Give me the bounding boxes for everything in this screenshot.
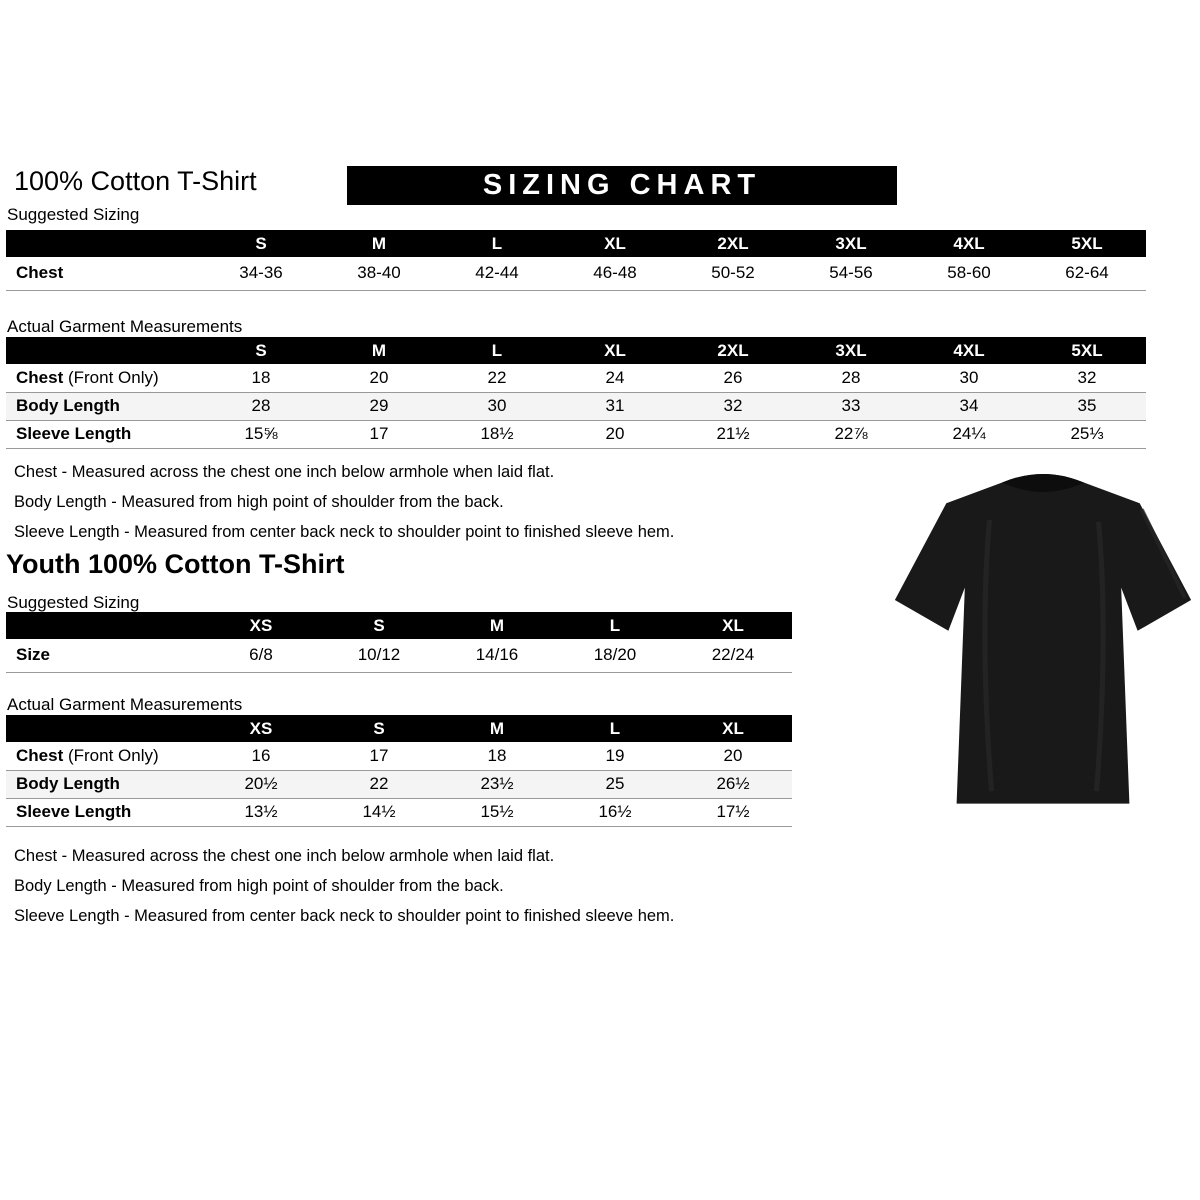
measurement-cell: 54-56 — [792, 257, 910, 290]
youth-actual-label: Actual Garment Measurements — [7, 695, 243, 714]
table-header-row — [6, 612, 792, 639]
measurement-cell: 20½ — [202, 770, 320, 798]
measurement-cell: 6/8 — [202, 639, 320, 672]
adult-notes — [14, 457, 674, 547]
row-label: Sleeve Length — [6, 798, 202, 826]
size-column-header-l: L — [438, 337, 556, 364]
size-column-header-2xl: 2XL — [674, 337, 792, 364]
measurement-cell: 18 — [202, 364, 320, 392]
measurement-cell: 25⅓ — [1028, 420, 1146, 448]
measurement-cell: 58-60 — [910, 257, 1028, 290]
row-label: Sleeve Length — [6, 420, 202, 448]
measurement-cell: 15½ — [438, 798, 556, 826]
note-line: Sleeve Length - Measured from center back neck to shoulder point to finished sleeve hem. — [14, 523, 675, 541]
size-column-header-4xl: 4XL — [910, 337, 1028, 364]
measurement-cell: 17½ — [674, 798, 792, 826]
size-column-header-5xl: 5XL — [1028, 337, 1146, 364]
row-label: Chest (Front Only) — [6, 742, 202, 770]
measurement-cell: 35 — [1028, 392, 1146, 420]
tshirt-image — [888, 458, 1198, 818]
measurement-cell: 33 — [792, 392, 910, 420]
youth-notes — [14, 841, 674, 931]
measurement-cell: 23½ — [438, 770, 556, 798]
note-line: Sleeve Length - Measured from center back neck to shoulder point to finished sleeve hem. — [14, 907, 675, 925]
size-column-header-l: L — [556, 715, 674, 742]
measurement-cell: 34 — [910, 392, 1028, 420]
measurement-cell: 28 — [792, 364, 910, 392]
size-column-header-xl: XL — [556, 230, 674, 257]
measurement-cell: 22 — [320, 770, 438, 798]
note-line: Body Length - Measured from high point of shoulder from the back. — [14, 493, 504, 511]
size-header-spacer — [6, 612, 202, 639]
size-column-header-xl: XL — [556, 337, 674, 364]
measurement-cell: 32 — [1028, 364, 1146, 392]
measurement-cell: 50-52 — [674, 257, 792, 290]
youth-suggested-label: Suggested Sizing — [7, 593, 140, 612]
measurement-cell: 19 — [556, 742, 674, 770]
measurement-cell: 31 — [556, 392, 674, 420]
adult-suggested-label: Suggested Sizing — [7, 205, 140, 224]
measurement-cell: 13½ — [202, 798, 320, 826]
measurement-cell: 17 — [320, 420, 438, 448]
measurement-row — [6, 257, 1146, 290]
measurement-cell: 24¼ — [910, 420, 1028, 448]
adult-actual-label: Actual Garment Measurements — [7, 317, 243, 336]
youth-actual-table — [6, 715, 792, 827]
measurement-cell: 20 — [674, 742, 792, 770]
measurement-cell: 38-40 — [320, 257, 438, 290]
note-line: Body Length - Measured from high point of shoulder from the back. — [14, 877, 504, 895]
size-column-header-l: L — [556, 612, 674, 639]
size-column-header-s: S — [320, 715, 438, 742]
measurement-row — [6, 420, 1146, 448]
size-column-header-2xl: 2XL — [674, 230, 792, 257]
measurement-cell: 34-36 — [202, 257, 320, 290]
youth-suggested-table — [6, 612, 792, 673]
measurement-cell: 18/20 — [556, 639, 674, 672]
measurement-cell: 28 — [202, 392, 320, 420]
measurement-cell: 26½ — [674, 770, 792, 798]
row-label: Body Length — [6, 770, 202, 798]
row-label: Chest — [6, 257, 202, 290]
row-label: Body Length — [6, 392, 202, 420]
adult-suggested-table — [6, 230, 1146, 291]
measurement-row — [6, 364, 1146, 392]
measurement-cell: 62-64 — [1028, 257, 1146, 290]
table-header-row — [6, 230, 1146, 257]
measurement-cell: 30 — [910, 364, 1028, 392]
measurement-cell: 20 — [320, 364, 438, 392]
size-column-header-m: M — [320, 337, 438, 364]
table-header-row — [6, 337, 1146, 364]
measurement-cell: 16 — [202, 742, 320, 770]
size-column-header-3xl: 3XL — [792, 337, 910, 364]
measurement-cell: 22/24 — [674, 639, 792, 672]
measurement-row — [6, 798, 792, 826]
measurement-cell: 22 — [438, 364, 556, 392]
size-column-header-m: M — [438, 612, 556, 639]
size-header-spacer — [6, 230, 202, 257]
row-label: Chest (Front Only) — [6, 364, 202, 392]
size-column-header-5xl: 5XL — [1028, 230, 1146, 257]
note-line: Chest - Measured across the chest one inch below armhole when laid flat. — [14, 463, 555, 481]
measurement-cell: 46-48 — [556, 257, 674, 290]
measurement-row — [6, 639, 792, 672]
size-column-header-xl: XL — [674, 715, 792, 742]
measurement-cell: 14/16 — [438, 639, 556, 672]
adult-section-title: 100% Cotton T-Shirt — [14, 166, 257, 196]
measurement-row — [6, 392, 1146, 420]
size-header-spacer — [6, 715, 202, 742]
measurement-cell: 22⅞ — [792, 420, 910, 448]
measurement-cell: 10/12 — [320, 639, 438, 672]
measurement-cell: 30 — [438, 392, 556, 420]
size-column-header-xl: XL — [674, 612, 792, 639]
measurement-cell: 17 — [320, 742, 438, 770]
adult-actual-table — [6, 337, 1146, 449]
size-column-header-m: M — [438, 715, 556, 742]
size-column-header-m: M — [320, 230, 438, 257]
size-column-header-4xl: 4XL — [910, 230, 1028, 257]
size-column-header-l: L — [438, 230, 556, 257]
measurement-cell: 15⅝ — [202, 420, 320, 448]
size-column-header-3xl: 3XL — [792, 230, 910, 257]
measurement-cell: 32 — [674, 392, 792, 420]
measurement-cell: 24 — [556, 364, 674, 392]
size-column-header-xs: XS — [202, 612, 320, 639]
measurement-cell: 18 — [438, 742, 556, 770]
measurement-cell: 20 — [556, 420, 674, 448]
sizing-chart-banner: SIZING CHART — [347, 166, 897, 205]
measurement-cell: 16½ — [556, 798, 674, 826]
measurement-cell: 14½ — [320, 798, 438, 826]
size-header-spacer — [6, 337, 202, 364]
size-column-header-s: S — [320, 612, 438, 639]
table-header-row — [6, 715, 792, 742]
measurement-cell: 29 — [320, 392, 438, 420]
measurement-row — [6, 742, 792, 770]
size-column-header-xs: XS — [202, 715, 320, 742]
measurement-row — [6, 770, 792, 798]
size-column-header-s: S — [202, 337, 320, 364]
note-line: Chest - Measured across the chest one inch below armhole when laid flat. — [14, 847, 555, 865]
measurement-cell: 21½ — [674, 420, 792, 448]
size-column-header-s: S — [202, 230, 320, 257]
row-label: Size — [6, 639, 202, 672]
youth-section-title: Youth 100% Cotton T-Shirt — [6, 549, 345, 579]
measurement-cell: 25 — [556, 770, 674, 798]
measurement-cell: 26 — [674, 364, 792, 392]
measurement-cell: 18½ — [438, 420, 556, 448]
measurement-cell: 42-44 — [438, 257, 556, 290]
